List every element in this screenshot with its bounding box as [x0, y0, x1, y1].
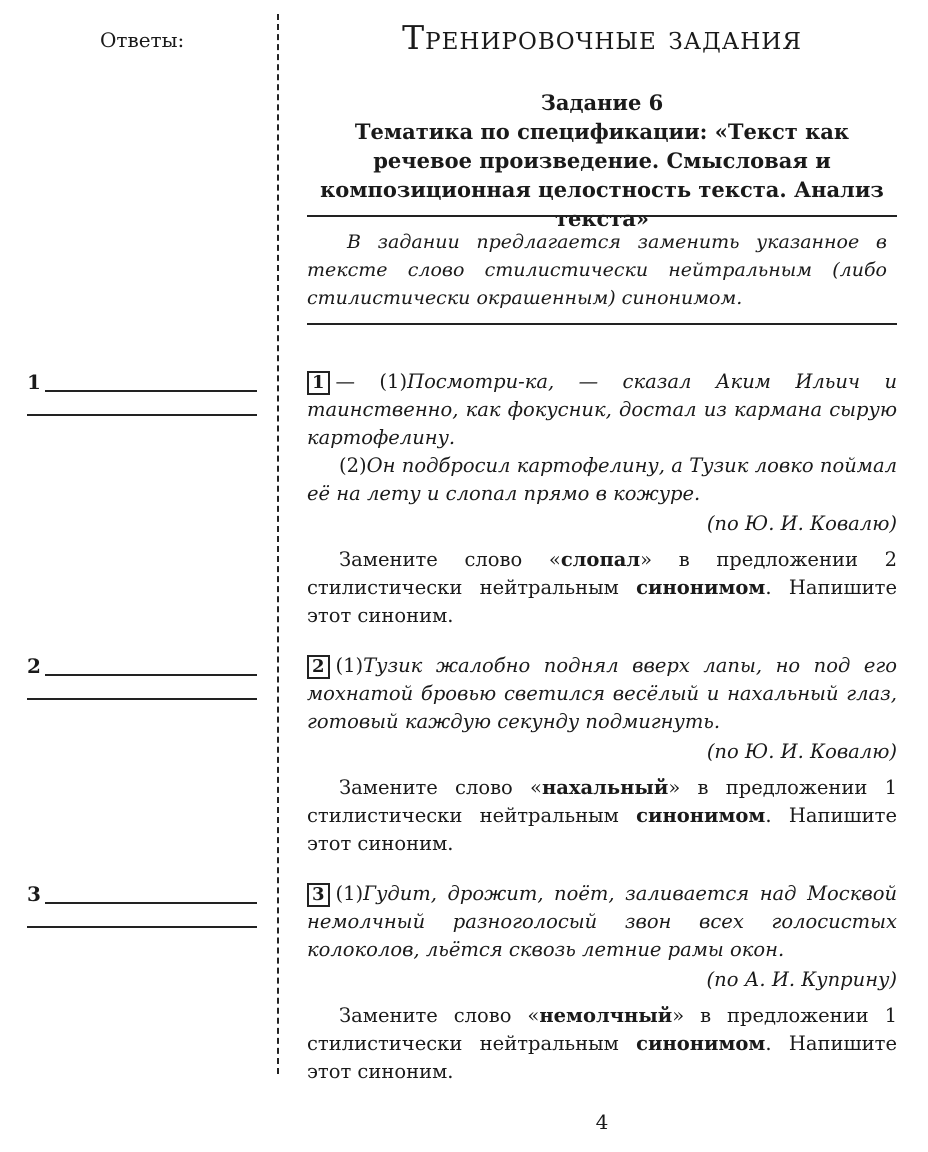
task-1 [307, 368, 897, 630]
passage-text: Тузик жалобно поднял вверх лапы, но под его мохнатой бровью светился весёлый и нахальный глаз, готовый каждую секунду подмигнуть. [307, 654, 897, 733]
sentence-marker: — (1) [335, 370, 408, 393]
sentence-marker: (2) [339, 454, 367, 477]
question-part: Замените слово « [339, 776, 542, 799]
intro-text: В задании предлагается заменить указанное в тексте слово стилистически нейтральным (либо стилистически окрашенным) синонимом. [307, 231, 887, 309]
question-part: . Напишите этот синоним. [307, 804, 897, 855]
answer-line[interactable] [45, 884, 257, 904]
task-3 [307, 880, 897, 1086]
passage-text: Гудит, дрожит, поёт, заливается над Москвой немолчный разноголосый звон всех голосистых колоколов, льётся сквозь летние рамы окон. [307, 882, 897, 961]
passage-text: Посмотри-ка, — сказал Аким Ильич и таинственно, как фокусник, достал из кармана сырую картофелину. [307, 370, 898, 449]
answer-number: 3 [27, 882, 41, 906]
answer-field-3[interactable] [27, 882, 257, 928]
answer-number: 2 [27, 654, 41, 678]
question-part: » в предложении 1 стилистически нейтральным [307, 776, 897, 827]
answers-label: Ответы: [100, 28, 185, 52]
source-attribution: (по А. И. Куприну) [706, 968, 897, 991]
task-number-box: 2 [307, 655, 330, 679]
question-text [307, 1002, 897, 1086]
emphasis-word: синонимом [636, 576, 766, 599]
question-part: . Напишите этот синоним. [307, 576, 897, 627]
source-attribution: (по Ю. И. Ковалю) [706, 740, 897, 763]
answer-line[interactable] [45, 372, 257, 392]
question-text [307, 546, 897, 630]
target-word: нахальный [541, 776, 669, 799]
answer-field-1[interactable] [27, 370, 257, 416]
sentence-marker: (1) [335, 882, 364, 905]
task-number-box: 1 [307, 371, 330, 395]
answer-field-2[interactable] [27, 654, 257, 700]
task-2 [307, 652, 897, 858]
task-topic: Тематика по спецификации: «Текст как речевое произведение. Смысловая и композиционная целостность текста. Анализ текста» [320, 119, 884, 231]
page-title: Тренировочные задания [402, 18, 802, 57]
page-number: 4 [595, 1110, 609, 1134]
task-number-box: 3 [307, 883, 330, 907]
passage-text: Он подбросил картофелину, а Тузик ловко поймал её на лету и слопал прямо в кожуре. [307, 454, 897, 505]
emphasis-word: синонимом [636, 804, 766, 827]
task-heading [307, 88, 897, 233]
answer-line[interactable] [27, 926, 257, 928]
answer-number: 1 [27, 370, 41, 394]
question-part: Замените слово « [339, 548, 561, 571]
question-part: . Напишите этот синоним. [307, 1032, 897, 1083]
emphasis-word: синонимом [636, 1032, 766, 1055]
task-number-title: Задание 6 [540, 90, 664, 115]
answer-line[interactable] [27, 414, 257, 416]
question-text [307, 774, 897, 858]
source-attribution: (по Ю. И. Ковалю) [706, 512, 897, 535]
target-word: слопал [560, 548, 641, 571]
dashed-divider [277, 14, 279, 1074]
bottom-rule [307, 323, 897, 325]
question-part: Замените слово « [339, 1004, 540, 1027]
sentence-marker: (1) [335, 654, 364, 677]
question-part: » в предложении 2 стилистически нейтральным [307, 548, 897, 599]
question-part: » в предложении 1 стилистически нейтральным [307, 1004, 897, 1055]
answer-line[interactable] [45, 656, 257, 676]
top-rule [307, 215, 897, 217]
answer-line[interactable] [27, 698, 257, 700]
target-word: немолчный [539, 1004, 673, 1027]
